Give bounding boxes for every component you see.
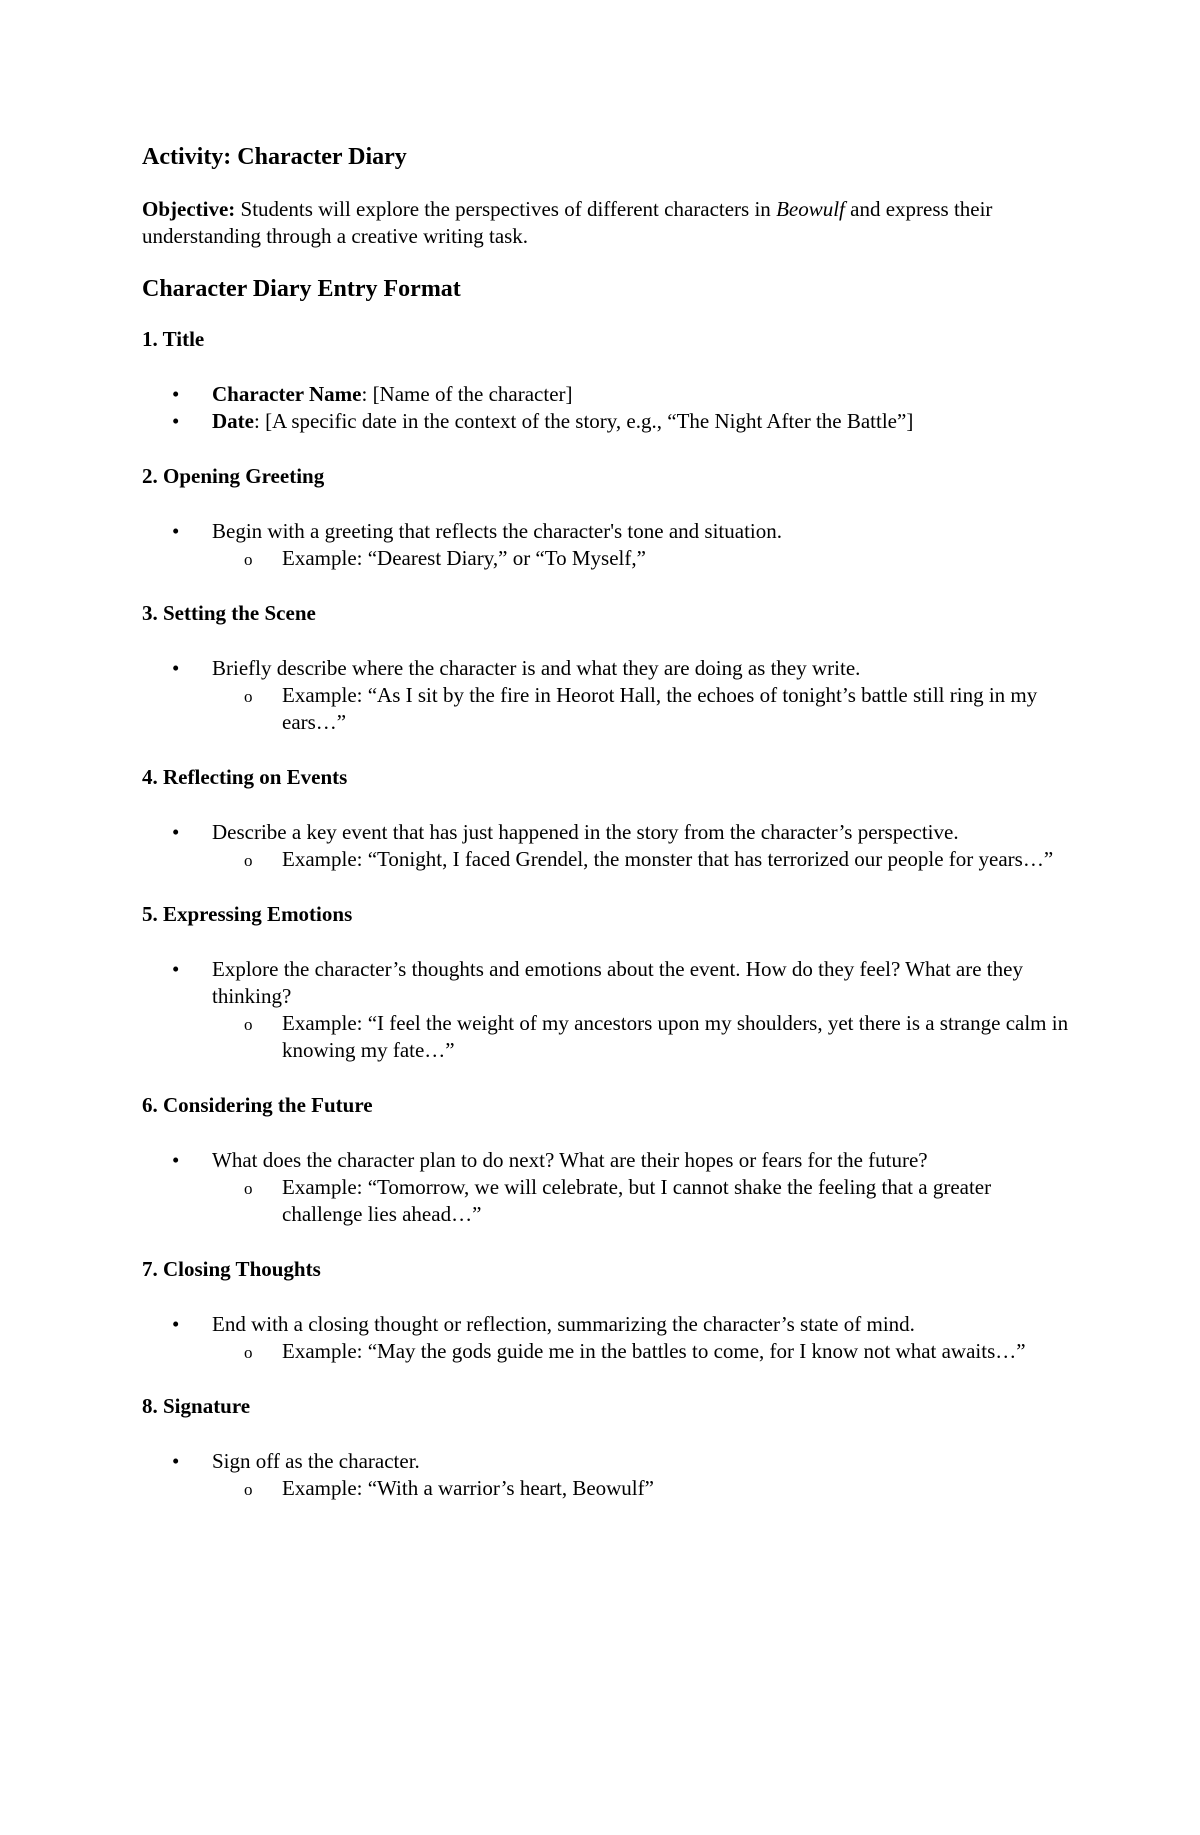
objective-text-after: and express their understanding through a creative writing task. [142, 197, 993, 248]
bullet-icon: • [172, 820, 180, 844]
sub-bullet-icon: o [244, 550, 253, 569]
bullet-icon: • [172, 409, 180, 433]
section-heading-title: 1. Title [142, 327, 205, 351]
sub-bullet-icon: o [244, 851, 253, 870]
list-item [212, 1475, 1072, 1502]
signature-bullet-list [142, 1448, 1072, 1502]
sub-bullet-icon: o [244, 1179, 253, 1198]
objective-label: Objective: [142, 197, 236, 221]
objective-paragraph [142, 196, 1072, 250]
list-item [142, 655, 1072, 736]
emotions-example: Example: “I feel the weight of my ancestors upon my shoulders, yet there is a strange calm in knowing my fate…” [282, 1011, 1069, 1062]
date-text: : [A specific date in the context of the story, e.g., “The Night After the Battle”] [253, 409, 914, 433]
bullet-icon: • [172, 519, 180, 543]
list-item [142, 819, 1072, 873]
sub-bullet-icon: o [244, 1480, 253, 1499]
title-bullet-list [142, 381, 1072, 435]
section-heading-greeting: 2. Opening Greeting [142, 464, 325, 488]
signature-bullet-text: Sign off as the character. [212, 1449, 420, 1473]
objective-work-title: Beowulf [776, 197, 845, 221]
section-heading-signature: 8. Signature [142, 1394, 251, 1418]
list-item [212, 545, 1072, 572]
future-sub-list [212, 1174, 1072, 1228]
section-heading-events: 4. Reflecting on Events [142, 765, 348, 789]
bullet-icon: • [172, 1449, 180, 1473]
list-item [212, 846, 1072, 873]
list-item [142, 408, 1072, 435]
list-item [142, 1311, 1072, 1365]
objective-text-before: Students will explore the perspectives of different characters in [235, 197, 777, 221]
closing-bullet-list [142, 1311, 1072, 1365]
list-item [142, 1448, 1072, 1502]
character-name-label: Character Name [212, 382, 362, 406]
greeting-example: Example: “Dearest Diary,” or “To Myself,” [282, 546, 646, 570]
list-item [212, 1010, 1072, 1064]
future-bullet-text: What does the character plan to do next? What are their hopes or fears for the future? [212, 1148, 928, 1172]
list-item [212, 682, 1072, 736]
closing-sub-list [212, 1338, 1072, 1365]
signature-example: Example: “With a warrior’s heart, Beowulf” [282, 1476, 654, 1500]
greeting-bullet-text: Begin with a greeting that reflects the character's tone and situation. [212, 519, 782, 543]
sub-bullet-icon: o [244, 1015, 253, 1034]
emotions-bullet-text: Explore the character’s thoughts and emotions about the event. How do they feel? What are they thinking? [212, 957, 1023, 1008]
signature-sub-list [212, 1475, 1072, 1502]
bullet-icon: • [172, 656, 180, 680]
closing-example: Example: “May the gods guide me in the battles to come, for I know not what awaits…” [282, 1339, 1026, 1363]
bullet-icon: • [172, 382, 180, 406]
section-heading-emotions: 5. Expressing Emotions [142, 902, 353, 926]
emotions-bullet-list [142, 956, 1072, 1064]
events-example: Example: “Tonight, I faced Grendel, the monster that has terrorized our people for years…” [282, 847, 1054, 871]
list-item [142, 381, 1072, 408]
events-bullet-text: Describe a key event that has just happened in the story from the character’s perspective. [212, 820, 959, 844]
activity-title: Activity: Character Diary [142, 144, 407, 170]
format-heading: Character Diary Entry Format [142, 276, 461, 302]
greeting-sub-list [212, 545, 1072, 572]
bullet-icon: • [172, 957, 180, 981]
section-heading-future: 6. Considering the Future [142, 1093, 373, 1117]
section-heading-scene: 3. Setting the Scene [142, 601, 316, 625]
section-heading-closing: 7. Closing Thoughts [142, 1257, 321, 1281]
emotions-sub-list [212, 1010, 1072, 1064]
future-example: Example: “Tomorrow, we will celebrate, but I cannot shake the feeling that a greater challenge lies ahead…” [282, 1175, 992, 1226]
greeting-bullet-list [142, 518, 1072, 572]
scene-bullet-text: Briefly describe where the character is and what they are doing as they write. [212, 656, 861, 680]
list-item [212, 1338, 1072, 1365]
scene-sub-list [212, 682, 1072, 736]
sub-bullet-icon: o [244, 1343, 253, 1362]
scene-example: Example: “As I sit by the fire in Heorot Hall, the echoes of tonight’s battle still ring in my ears…” [282, 683, 1038, 734]
sub-bullet-icon: o [244, 687, 253, 706]
list-item [142, 1147, 1072, 1228]
scene-bullet-list [142, 655, 1072, 736]
date-label: Date [212, 409, 254, 433]
events-sub-list [212, 846, 1072, 873]
document-body [142, 142, 1072, 1530]
bullet-icon: • [172, 1148, 180, 1172]
character-name-text: : [Name of the character] [361, 382, 573, 406]
future-bullet-list [142, 1147, 1072, 1228]
list-item [212, 1174, 1072, 1228]
list-item [142, 956, 1072, 1064]
closing-bullet-text: End with a closing thought or reflection, summarizing the character’s state of mind. [212, 1312, 915, 1336]
list-item [142, 518, 1072, 572]
events-bullet-list [142, 819, 1072, 873]
bullet-icon: • [172, 1312, 180, 1336]
